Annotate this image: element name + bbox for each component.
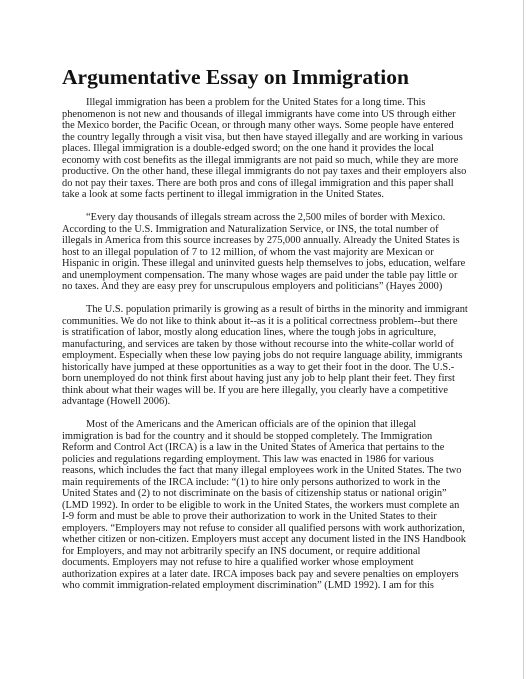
text-line: economy with cost benefits as the illegal immigrants are not paid so much, while they are more: [62, 154, 459, 166]
text-line: for Employers, and may not arbitrarily specify an INS document, or require additional: [62, 545, 421, 557]
text-line: United States and (2) to not discriminate on the basis of citizenship status or national origin”: [62, 488, 447, 499]
text-line: whether citizen or non-citizen. Employers must accept any document listed in the INS Handbook: [62, 534, 466, 545]
text-line: places. Illegal immigration is a double-edged sword; on the one hand it provides the local: [62, 143, 434, 154]
text-line: I-9 form and must be able to prove their authorization to work in the United States to their: [62, 511, 437, 522]
paragraph-3: [62, 304, 468, 408]
text-line: host to an illegal population of 7 to 12 million, of whom the vast majority are Mexican or: [62, 246, 434, 258]
text-line: advantage (Howell 2006).: [62, 396, 171, 407]
text-line: documents. Employers may not refuse to hire a qualified worker whose employment: [62, 557, 414, 568]
text-line: who commit immigration-related employment discrimination” (LMD 1992). I am for this: [62, 580, 434, 591]
text-line: According to the U.S. Immigration and Naturalization Service, or INS, the total number of: [62, 223, 439, 235]
text-line: authorization expires at a later date. IRCA imposes back pay and severe penalties on employers: [62, 568, 459, 580]
text-line: Reform and Control Act (IRCA) is a law in the United States of America that pertains to the: [62, 442, 445, 453]
text-line: Illegal immigration has been a problem for the United States for a long time. This: [86, 97, 426, 108]
text-line: productive. On the other hand, these illegal immigrants do not pay taxes and their employers also: [62, 166, 467, 177]
text-line: Hispanic in origin. These illegal and uninvited guests help themselves to jobs, education, welfare: [62, 258, 466, 269]
text-line: reasons, which includes the fact that many illegal employees work in the United States. The two: [62, 465, 462, 476]
text-line: (LMD 1992). In order to be eligible to work in the United States, the workers must complete an: [62, 499, 460, 511]
paragraph-4: [62, 419, 468, 592]
text-line: think about what their wages will be. If you are here illegally, you clearly have a competitive: [62, 384, 448, 396]
text-line: manufacturing, and services are taken by those without recourse into the white-collar world of: [62, 338, 454, 350]
text-line: no taxes. And they are easy prey for unscrupulous employers and politicians” (Hayes 2000): [62, 281, 443, 292]
text-line: do not pay their taxes. There are both pros and cons of illegal immigration and this paper shall: [62, 177, 454, 189]
paragraph-2: [62, 212, 468, 293]
text-line: is stratification of labor, mostly along education lines, where the tough jobs in agriculture,: [62, 327, 437, 338]
text-line: born unemployed do not think first about having just any job to help plant their feet. They first: [62, 373, 455, 384]
text-line: employment. Especially when these low paying jobs do not require language ability, immigrants: [62, 350, 463, 361]
text-line: “Every day thousands of illegals stream across the 2,500 miles of border with Mexico.: [86, 212, 446, 223]
text-line: and unemployment compensation. The many whose wages are paid under the table pay little or: [62, 269, 458, 281]
text-line: historically have jumped at these opportunities as a way to get their foot in the door. The U.S.-: [62, 361, 455, 373]
text-line: Most of the Americans and the American officials are of the opinion that illegal: [86, 419, 417, 430]
paragraph-1: [62, 97, 468, 201]
text-line: take a look at some facts pertinent to illegal immigration in the United States.: [62, 189, 385, 200]
text-line: immigration is bad for the country and it should be stopped completely. The Immigration: [62, 430, 433, 442]
text-line: the country legally through a visit visa, but then have stayed illegally and are working in various: [62, 131, 463, 143]
text-line: The U.S. population primarily is growing as a result of births in the minority and immigrant: [86, 304, 468, 315]
text-line: illegals in America from this source increases by 275,000 annually. Already the United States is: [62, 235, 460, 246]
text-line: employers. “Employers may not refuse to consider all qualified persons with work authorization,: [62, 522, 465, 534]
text-line: the Mexico border, the Pacific Ocean, or through many other ways. Some people have entered: [62, 120, 454, 131]
text-line: communities. We do not like to think about it--as it is a political correctness problem--but there: [62, 315, 458, 327]
text-line: phenomenon is not new and thousands of illegal immigrants have come into US through either: [62, 108, 456, 120]
text-line: main requirements of the IRCA include: “(1) to hire only persons authorized to work in the: [62, 476, 441, 488]
essay-title: Argumentative Essay on Immigration: [62, 65, 409, 89]
essay-body: [62, 97, 468, 603]
text-line: policies and regulations regarding employment. This law was enacted in 1986 for various: [62, 453, 434, 465]
